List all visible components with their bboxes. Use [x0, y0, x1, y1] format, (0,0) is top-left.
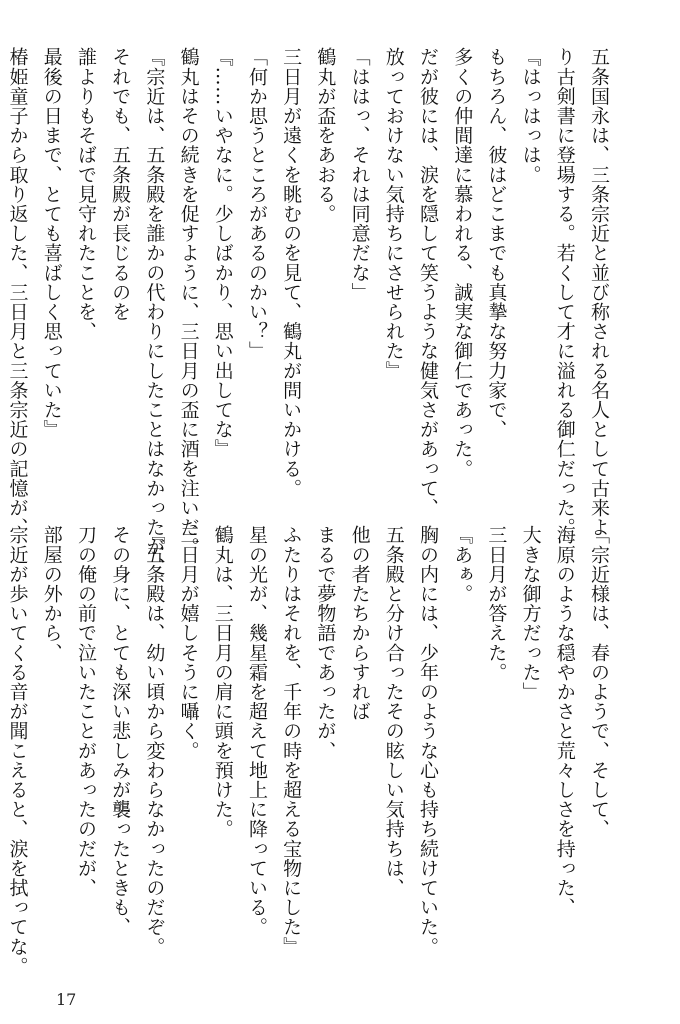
- text-line: 宗近が歩いてくる音が聞こえると、涙を拭ってな。: [6, 525, 29, 976]
- text-line: 『……いやなに。少しばかり、思い出してな』: [211, 47, 234, 459]
- text-line: 「宗近様は、春のようで、そして、: [588, 525, 610, 839]
- text-line: 最後の日まで、とても喜ばしく思っていた』: [40, 47, 63, 439]
- text-line: 『宗近は、五条殿を誰かの代わりにしたことはなかったが、: [143, 47, 166, 577]
- text-line: ふたりはそれを、千年の時を超える宝物にした』: [280, 525, 303, 957]
- text-line: 椿姫童子から取り返した、三日月と三条宗近の記憶が、: [6, 47, 29, 537]
- text-line: 星の光が、幾星霜を超えて地上に降っている。: [245, 525, 268, 937]
- text-line: その身に、とても深い悲しみが襲ったときも、: [109, 525, 132, 937]
- text-line: 五条国永は、三条宗近と並び称される名人として古来よ: [588, 47, 610, 537]
- text-line: もちろん、彼はどこまでも真摯な努力家で、: [485, 47, 508, 439]
- text-line: 三日月が答えた。: [485, 525, 508, 682]
- text-line: 三日月が嬉しそうに囁く。: [177, 525, 200, 761]
- text-line: 五条殿と分け合ったその眩しい気持ちは、: [382, 525, 405, 898]
- text-line: 胸の内には、少年のような心も持ち続けていた。: [416, 525, 439, 957]
- text-line: 鶴丸は、三日月の肩に頭を預けた。: [211, 525, 234, 839]
- text-line: 大きな御方だった」: [519, 525, 542, 702]
- text-line: 『あぁ。: [451, 525, 474, 604]
- text-line: 海原のような穏やかさと荒々しさを持った、: [553, 525, 576, 917]
- text-line: 他の者たちからすれば: [348, 525, 371, 721]
- text-line: まるで夢物語であったが、: [314, 525, 337, 761]
- text-line: り古剣書に登場する。若くして才に溢れる御仁だった。: [553, 47, 576, 537]
- page-number: 17: [56, 990, 77, 1009]
- lower-text-block: [6, 525, 616, 976]
- text-line: 三日月が遠くを眺むのを見て、鶴丸が問いかける。: [280, 47, 303, 498]
- text-line: 「ははっ、それは同意だな」: [348, 47, 371, 302]
- text-line: 部屋の外から、: [40, 525, 63, 663]
- text-line: 『五条殿は、幼い頃から変わらなかったのだぞ。: [143, 525, 166, 957]
- text-line: 放っておけない気持ちにさせられた』: [382, 47, 405, 381]
- text-line: 「何か思うところがあるのかい？」: [245, 47, 268, 361]
- text-line: だが彼には、涙を隠して笑うような健気さがあって、: [416, 47, 439, 518]
- text-line: 鶴丸はその続きを促すように、三日月の盃に酒を注いだ。: [177, 47, 200, 557]
- text-line: 鶴丸が盃をあおる。: [314, 47, 337, 224]
- text-line: 誰よりもそばで見守れたことを、: [74, 47, 97, 341]
- text-line: 刀の俺の前で泣いたことがあったのだが、: [74, 525, 97, 898]
- text-line: 多くの仲間達に慕われる、誠実な御仁であった。: [451, 47, 474, 479]
- text-line: それでも、五条殿が長じるのを: [109, 47, 132, 322]
- text-line: 『はっはっは。: [519, 47, 542, 185]
